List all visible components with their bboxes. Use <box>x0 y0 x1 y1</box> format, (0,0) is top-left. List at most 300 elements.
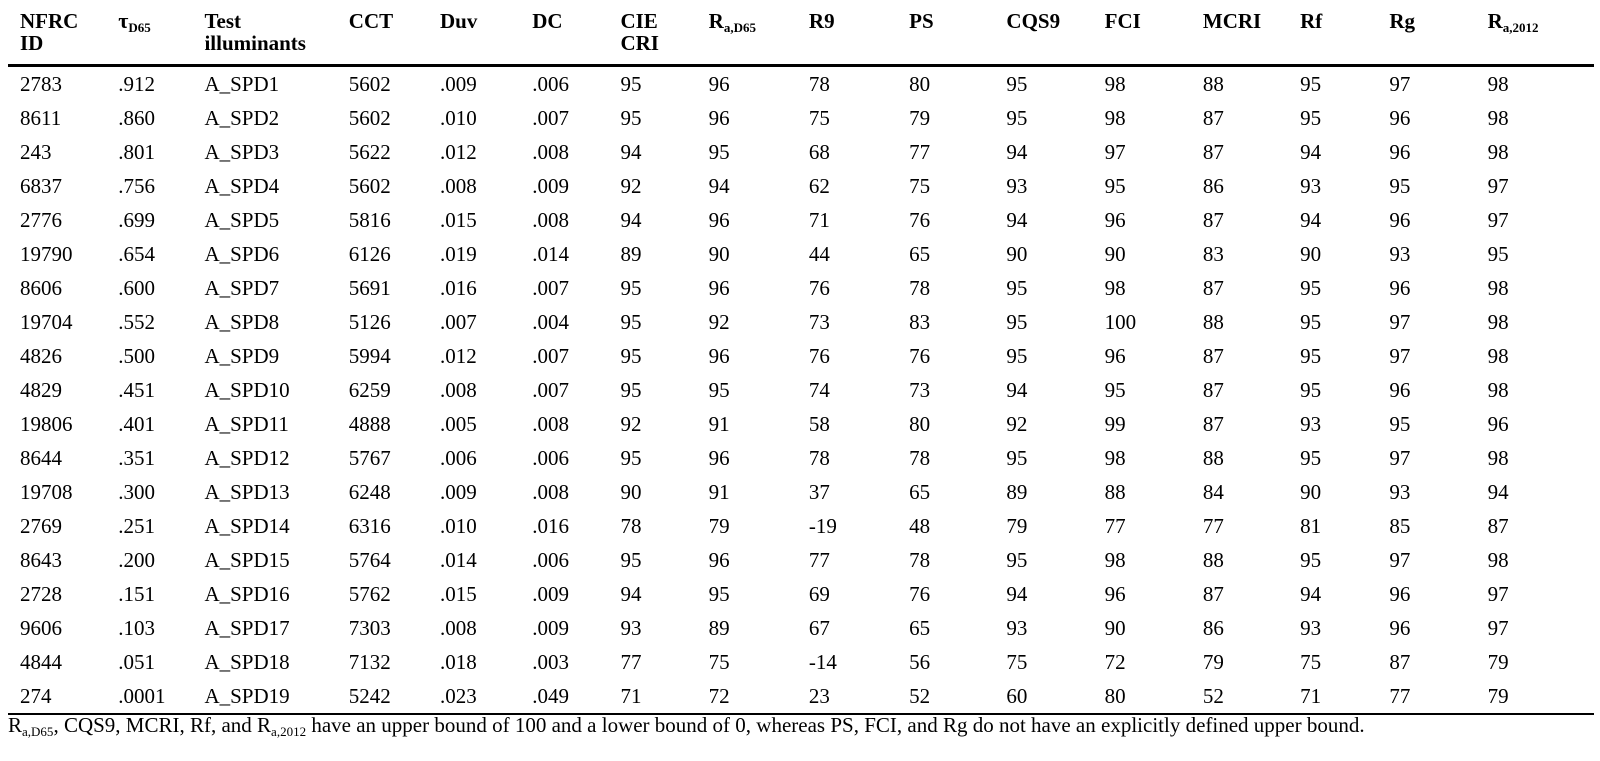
illuminant-metrics-table <box>8 6 1594 715</box>
table-row <box>8 237 1594 271</box>
table-cell: A_SPD12 <box>204 446 290 470</box>
table-cell: A_SPD14 <box>204 514 290 538</box>
table-cell: 97 <box>1487 208 1509 232</box>
table-header <box>8 6 1594 66</box>
table-cell: 77 <box>1104 514 1126 538</box>
table-cell: 95 <box>1389 412 1411 436</box>
table-cell: 87 <box>1202 140 1224 164</box>
table-cell: 95 <box>620 344 642 368</box>
table-cell: 95 <box>1006 106 1028 130</box>
table-cell: 95 <box>1006 310 1028 334</box>
table-cell: .009 <box>440 72 477 96</box>
table-cell: 78 <box>909 548 931 572</box>
table-cell: .008 <box>532 412 569 436</box>
table-cell: 5691 <box>348 276 391 300</box>
table-cell: .251 <box>118 514 155 538</box>
table-cell: 5242 <box>337 679 428 714</box>
table-cell: 88 <box>1202 310 1224 334</box>
table-cell: 76 <box>808 276 830 300</box>
table-cell: 8611 <box>20 106 62 130</box>
table-cell: 76 <box>909 582 931 606</box>
table-cell: 93 <box>1300 412 1322 436</box>
table-cell: 95 <box>1300 344 1322 368</box>
table-cell: .019 <box>440 242 477 266</box>
table-cell: 96 <box>1487 412 1509 436</box>
table-cell: .103 <box>118 616 155 640</box>
table-cell: 96 <box>708 276 730 300</box>
table-cell: 93 <box>1389 480 1411 504</box>
table-cell: 6259 <box>348 378 391 402</box>
table-cell: 90 <box>1104 242 1126 266</box>
table-cell: 93 <box>1006 174 1028 198</box>
table-cell: 87 <box>1202 106 1224 130</box>
column-header <box>428 6 520 66</box>
table-cell: A_SPD6 <box>204 242 280 266</box>
table-cell: 100 <box>1104 310 1137 334</box>
table-cell: .009 <box>532 616 569 640</box>
table-cell: .552 <box>118 310 155 334</box>
table-cell: 98 <box>1487 276 1509 300</box>
table-cell: 97 <box>1389 446 1411 470</box>
table-cell: 78 <box>808 72 830 96</box>
table-cell: 95 <box>620 72 642 96</box>
table-cell: .912 <box>118 72 155 96</box>
table-cell: 92 <box>1006 412 1028 436</box>
table-row <box>8 66 1594 102</box>
table-cell: .008 <box>440 174 477 198</box>
table-cell: 98 <box>1104 446 1126 470</box>
table-cell: 19704 <box>20 310 73 334</box>
table-cell: 95 <box>1300 446 1322 470</box>
table-cell: .006 <box>532 72 569 96</box>
table-cell: 75 <box>1006 650 1028 674</box>
table-cell: 98 <box>1487 72 1509 96</box>
table-cell: 96 <box>1389 378 1411 402</box>
table-cell: -19 <box>808 514 837 538</box>
table-cell: 87 <box>1202 582 1224 606</box>
table-cell: 90 <box>708 242 730 266</box>
table-cell: .006 <box>440 446 477 470</box>
table-cell: A_SPD5 <box>204 208 280 232</box>
table-cell: 87 <box>1202 378 1224 402</box>
column-header <box>1476 6 1594 66</box>
table-cell: .006 <box>532 446 569 470</box>
table-cell: 5622 <box>348 140 391 164</box>
table-cell: 77 <box>909 140 931 164</box>
table-cell: 80 <box>909 412 931 436</box>
table-cell: 75 <box>808 106 830 130</box>
table-cell: 95 <box>1104 174 1126 198</box>
table-row <box>8 305 1594 339</box>
table-cell: .014 <box>532 242 569 266</box>
table-cell: 75 <box>909 174 931 198</box>
table-cell: 98 <box>1487 548 1509 572</box>
table-cell: .401 <box>118 412 155 436</box>
table-cell: 97 <box>1487 616 1509 640</box>
table-cell: 85 <box>1389 514 1411 538</box>
table-cell: 6126 <box>348 242 391 266</box>
table-cell: .009 <box>532 174 569 198</box>
table-cell: A_SPD15 <box>204 548 290 572</box>
table-row <box>8 339 1594 373</box>
table-cell: 80 <box>1093 679 1191 714</box>
table-cell: .008 <box>440 378 477 402</box>
table-cell: 94 <box>1006 582 1028 606</box>
column-header-label: DC <box>532 9 563 33</box>
table-cell: 52 <box>1191 679 1288 714</box>
table-cell: 97 <box>1389 548 1411 572</box>
table-cell: .012 <box>440 140 477 164</box>
table-cell: 73 <box>909 378 931 402</box>
table-cell: 94 <box>1300 582 1322 606</box>
footnote-bounds-text: have an upper bound of 100 and a lower bound of 0, whereas PS, FCI, and Rg do not have an explicitly defined upper bound. <box>306 713 1365 737</box>
table-cell: A_SPD11 <box>204 412 289 436</box>
table-cell: 4826 <box>20 344 62 368</box>
table-cell: 89 <box>1006 480 1028 504</box>
table-body <box>8 66 1594 715</box>
column-header <box>1288 6 1377 66</box>
column-header <box>1377 6 1475 66</box>
table-cell: .008 <box>532 208 569 232</box>
table-cell: 95 <box>620 446 642 470</box>
table-cell: 84 <box>1202 480 1224 504</box>
table-cell: 96 <box>708 548 730 572</box>
table-cell: 83 <box>1202 242 1224 266</box>
footnote-ra-d65: R <box>8 713 23 737</box>
table-cell: A_SPD7 <box>204 276 280 300</box>
table-cell: 87 <box>1202 412 1224 436</box>
table-cell: .010 <box>440 514 477 538</box>
table-cell: 78 <box>909 276 931 300</box>
table-cell: 19790 <box>20 242 73 266</box>
column-header <box>797 6 897 66</box>
table-cell: 90 <box>1006 242 1028 266</box>
table-cell: 88 <box>1202 446 1224 470</box>
table-cell: 96 <box>708 446 730 470</box>
column-header <box>337 6 428 66</box>
table-row <box>8 645 1594 679</box>
table-cell: .007 <box>440 310 477 334</box>
table-cell: 72 <box>697 679 797 714</box>
table-cell: .016 <box>532 514 569 538</box>
column-header <box>1093 6 1191 66</box>
table-cell: .300 <box>118 480 155 504</box>
table-cell: .451 <box>118 378 155 402</box>
table-cell: 98 <box>1104 106 1126 130</box>
column-header-label: R <box>708 9 724 33</box>
table-cell: .151 <box>118 582 155 606</box>
table-cell: 79 <box>708 514 730 538</box>
table-cell: 67 <box>808 616 830 640</box>
table-cell: .801 <box>118 140 155 164</box>
header-row <box>8 6 1594 66</box>
table-cell: 71 <box>1288 679 1377 714</box>
table-cell: 76 <box>909 344 931 368</box>
table-cell: A_SPD1 <box>204 72 280 96</box>
table-cell: 88 <box>1202 548 1224 572</box>
table-cell: 95 <box>1006 548 1028 572</box>
column-header-label: Rg <box>1389 9 1415 33</box>
table-cell: .023 <box>428 679 520 714</box>
table-cell: 5994 <box>348 344 391 368</box>
column-header <box>1191 6 1288 66</box>
table-cell: 94 <box>1006 208 1028 232</box>
table-cell: 91 <box>708 412 730 436</box>
table-cell: 19806 <box>20 412 73 436</box>
table-cell: 95 <box>1300 378 1322 402</box>
table-cell: 94 <box>620 140 642 164</box>
table-cell: 95 <box>620 378 642 402</box>
table-cell: 5816 <box>348 208 391 232</box>
table-cell: 96 <box>1104 582 1126 606</box>
table-cell: .008 <box>440 616 477 640</box>
table-row <box>8 169 1594 203</box>
table-cell: 95 <box>1389 174 1411 198</box>
table-cell: 23 <box>797 679 897 714</box>
table-cell: 90 <box>1300 480 1322 504</box>
table-cell: 93 <box>1300 616 1322 640</box>
table-cell: .016 <box>440 276 477 300</box>
table-cell: 4829 <box>20 378 62 402</box>
table-cell: A_SPD16 <box>204 582 290 606</box>
table-cell: 4844 <box>20 650 62 674</box>
table-cell: .009 <box>440 480 477 504</box>
table-cell: 5764 <box>348 548 391 572</box>
table-cell: 96 <box>1389 140 1411 164</box>
table-cell: 96 <box>708 344 730 368</box>
table-cell: 9606 <box>20 616 62 640</box>
table-cell: A_SPD10 <box>204 378 290 402</box>
table-cell: -14 <box>808 650 837 674</box>
table-cell: 95 <box>1006 276 1028 300</box>
table-cell: .049 <box>520 679 608 714</box>
column-header-label: PS <box>909 9 934 33</box>
table-cell: 77 <box>808 548 830 572</box>
table-cell: 78 <box>909 446 931 470</box>
table-cell: 5126 <box>348 310 391 334</box>
table-cell: 5602 <box>348 72 391 96</box>
table-row <box>8 475 1594 509</box>
column-header-subscript: D65 <box>128 20 151 35</box>
table-cell: 2728 <box>20 582 62 606</box>
table-row <box>8 135 1594 169</box>
table-cell: 65 <box>909 242 931 266</box>
table-cell: .014 <box>440 548 477 572</box>
table-cell: 75 <box>708 650 730 674</box>
table-cell: 91 <box>708 480 730 504</box>
data-table-container <box>8 6 1594 715</box>
table-cell: .012 <box>440 344 477 368</box>
column-header-label: τ <box>118 8 129 33</box>
table-cell: 97 <box>1104 140 1126 164</box>
table-row <box>8 509 1594 543</box>
footnote-metric-list: , CQS9, MCRI, Rf, and R <box>53 713 272 737</box>
column-header-label: MCRI <box>1202 9 1262 33</box>
table-cell: 98 <box>1104 276 1126 300</box>
column-header <box>192 6 336 66</box>
table-cell: .005 <box>440 412 477 436</box>
table-cell: A_SPD2 <box>204 106 280 130</box>
table-cell: 96 <box>1389 106 1411 130</box>
table-cell: 65 <box>909 616 931 640</box>
table-cell: .351 <box>118 446 155 470</box>
table-cell: 86 <box>1202 616 1224 640</box>
table-cell: .007 <box>532 344 569 368</box>
table-cell: 96 <box>1389 616 1411 640</box>
table-cell: 6316 <box>348 514 391 538</box>
table-cell: 95 <box>620 310 642 334</box>
table-row <box>8 543 1594 577</box>
table-cell: .004 <box>532 310 569 334</box>
table-cell: .600 <box>118 276 155 300</box>
column-header <box>697 6 797 66</box>
table-cell: 76 <box>909 208 931 232</box>
table-cell: A_SPD19 <box>192 679 336 714</box>
table-cell: 96 <box>1104 208 1126 232</box>
table-row <box>8 101 1594 135</box>
table-cell: 95 <box>1487 242 1509 266</box>
table-cell: 87 <box>1202 208 1224 232</box>
table-cell: 92 <box>620 412 642 436</box>
table-cell: 79 <box>909 106 931 130</box>
table-cell: 87 <box>1487 514 1509 538</box>
table-cell: 98 <box>1487 310 1509 334</box>
table-cell: 79 <box>1487 650 1509 674</box>
table-cell: 88 <box>1202 72 1224 96</box>
table-cell: 62 <box>808 174 830 198</box>
table-cell: 71 <box>608 679 696 714</box>
table-cell: 7132 <box>348 650 391 674</box>
table-cell: 5762 <box>348 582 391 606</box>
table-cell: 96 <box>708 72 730 96</box>
table-cell: 97 <box>1487 582 1509 606</box>
column-header <box>520 6 608 66</box>
table-cell: 77 <box>1202 514 1224 538</box>
table-cell: .500 <box>118 344 155 368</box>
table-cell: 78 <box>620 514 642 538</box>
column-header-label: R9 <box>808 9 835 33</box>
table-cell: 78 <box>808 446 830 470</box>
table-cell: 94 <box>1006 140 1028 164</box>
table-cell: 95 <box>708 378 730 402</box>
table-cell: 94 <box>1006 378 1028 402</box>
table-cell: 77 <box>620 650 642 674</box>
table-cell: 72 <box>1104 650 1126 674</box>
table-cell: 86 <box>1202 174 1224 198</box>
table-cell: A_SPD4 <box>204 174 280 198</box>
table-cell: 90 <box>1300 242 1322 266</box>
column-header-label: NFRC ID <box>20 9 79 55</box>
table-cell: .006 <box>532 548 569 572</box>
table-cell: 2776 <box>20 208 62 232</box>
table-cell: A_SPD13 <box>204 480 290 504</box>
table-cell: 71 <box>808 208 830 232</box>
table-cell: .200 <box>118 548 155 572</box>
table-cell: A_SPD9 <box>204 344 280 368</box>
table-cell: 60 <box>994 679 1092 714</box>
table-cell: 97 <box>1389 310 1411 334</box>
table-cell: .008 <box>532 140 569 164</box>
table-cell: 97 <box>1389 344 1411 368</box>
table-cell: 2783 <box>20 72 62 96</box>
table-cell: 79 <box>1202 650 1224 674</box>
table-cell: 79 <box>1476 679 1594 714</box>
table-cell: 96 <box>1389 276 1411 300</box>
table-cell: A_SPD3 <box>204 140 280 164</box>
table-cell: .860 <box>118 106 155 130</box>
table-cell: 98 <box>1487 446 1509 470</box>
table-cell: 95 <box>1006 344 1028 368</box>
table-cell: 90 <box>620 480 642 504</box>
table-cell: 44 <box>808 242 830 266</box>
table-row <box>8 679 1594 714</box>
table-cell: .007 <box>532 106 569 130</box>
table-cell: 58 <box>808 412 830 436</box>
table-cell: 98 <box>1487 106 1509 130</box>
table-cell: 95 <box>1006 446 1028 470</box>
table-cell: 56 <box>909 650 931 674</box>
table-cell: 95 <box>620 548 642 572</box>
table-cell: .018 <box>440 650 477 674</box>
table-cell: 95 <box>620 106 642 130</box>
table-cell: 52 <box>897 679 994 714</box>
table-cell: 97 <box>1389 72 1411 96</box>
table-cell: 94 <box>708 174 730 198</box>
table-cell: 5602 <box>348 106 391 130</box>
table-cell: 95 <box>1300 276 1322 300</box>
table-cell: 5767 <box>348 446 391 470</box>
table-cell: 94 <box>1300 208 1322 232</box>
table-cell: 93 <box>620 616 642 640</box>
table-cell: 89 <box>708 616 730 640</box>
column-header <box>608 6 696 66</box>
table-cell: 95 <box>1300 106 1322 130</box>
table-cell: .654 <box>118 242 155 266</box>
column-header-label: R <box>1487 9 1503 33</box>
table-cell: 94 <box>1300 140 1322 164</box>
table-row <box>8 373 1594 407</box>
table-cell: 6837 <box>20 174 62 198</box>
table-row <box>8 203 1594 237</box>
table-cell: 6248 <box>348 480 391 504</box>
table-cell: 96 <box>708 208 730 232</box>
column-header-subscript: a,D65 <box>723 20 756 35</box>
table-cell: .009 <box>532 582 569 606</box>
table-cell: .051 <box>118 650 155 674</box>
table-cell: 89 <box>620 242 642 266</box>
table-row <box>8 441 1594 475</box>
table-cell: 90 <box>1104 616 1126 640</box>
column-header-label: Test illuminants <box>204 9 306 55</box>
table-cell: 96 <box>1104 344 1126 368</box>
column-header-label: CQS9 <box>1006 9 1061 33</box>
column-header-label: CIE CRI <box>620 9 659 55</box>
table-cell: .010 <box>440 106 477 130</box>
table-cell: .015 <box>440 208 477 232</box>
table-cell: 8644 <box>20 446 62 470</box>
table-cell: .008 <box>532 480 569 504</box>
table-cell: 94 <box>620 208 642 232</box>
table-cell: .007 <box>532 378 569 402</box>
table-cell: A_SPD8 <box>204 310 280 334</box>
table-cell: 8643 <box>20 548 62 572</box>
column-header-label: CCT <box>348 9 394 33</box>
table-cell: 92 <box>620 174 642 198</box>
table-cell: 37 <box>808 480 830 504</box>
table-cell: 95 <box>708 582 730 606</box>
table-cell: 77 <box>1377 679 1475 714</box>
table-cell: 5602 <box>348 174 391 198</box>
